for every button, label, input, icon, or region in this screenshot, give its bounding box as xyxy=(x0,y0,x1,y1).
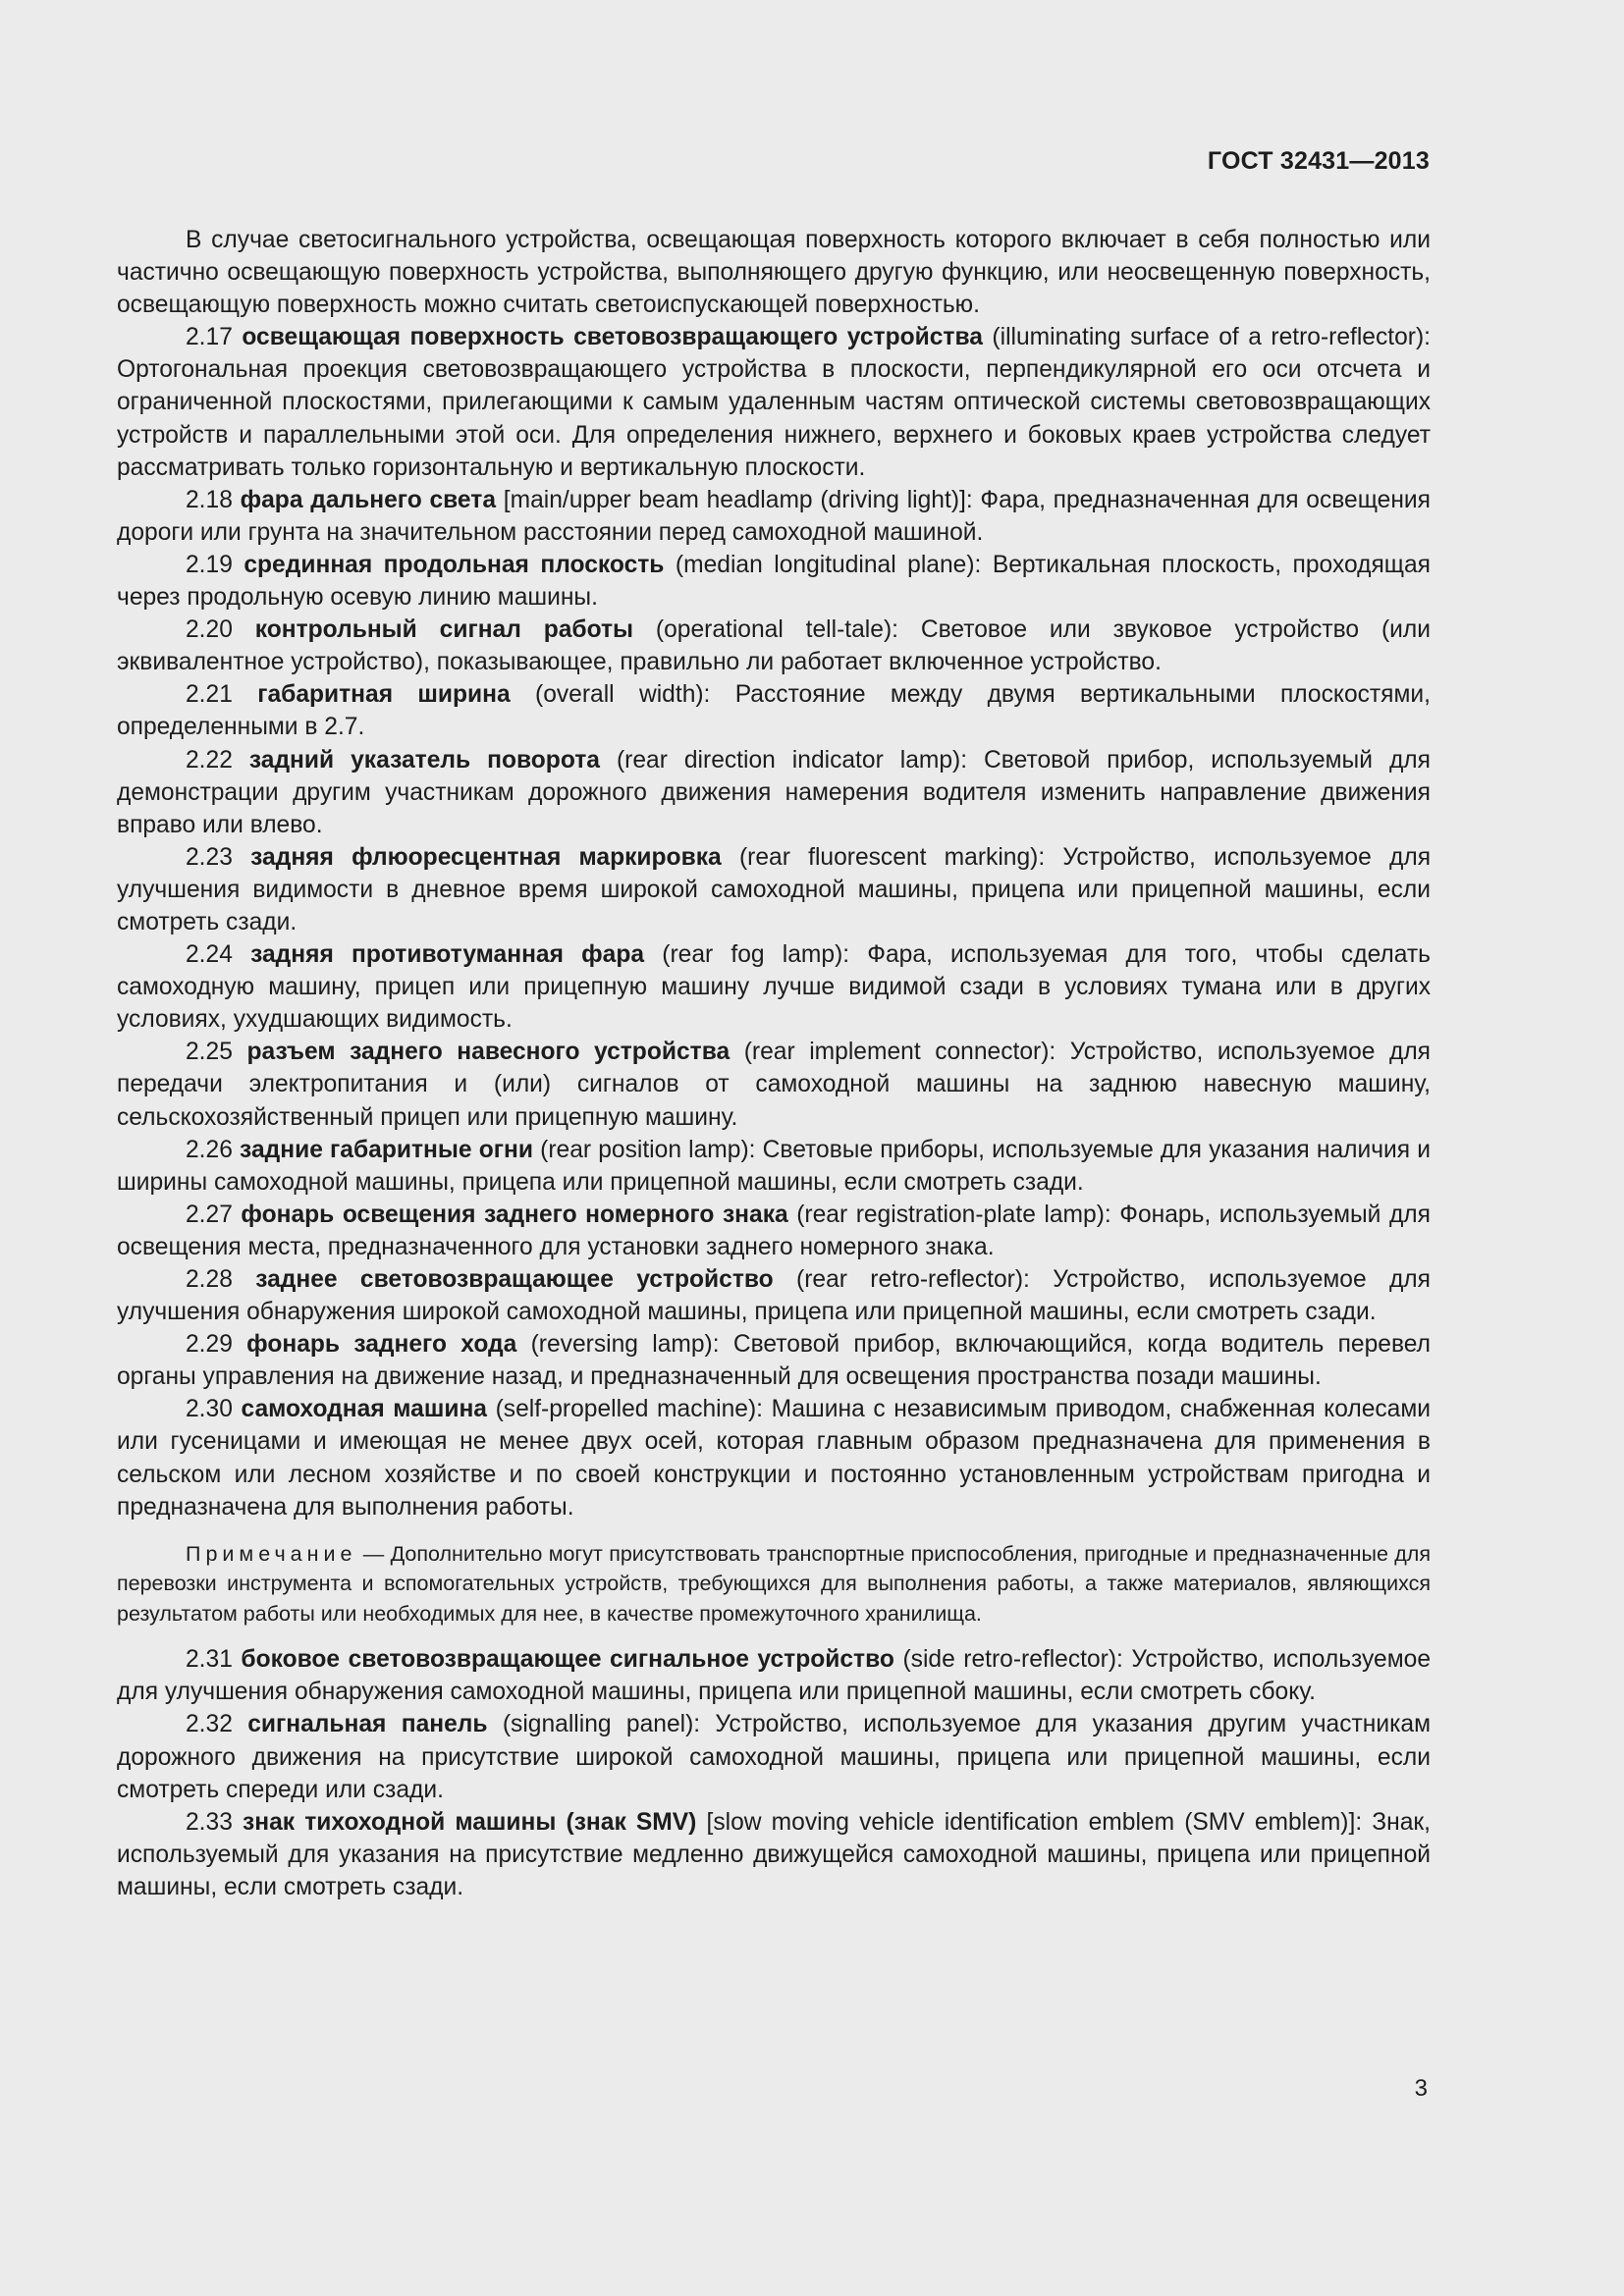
entry-text: (illuminating surface of a retro-reflector): Ортогональная проекция световозвращающего устройства в плоскости, перпендикулярной его оси отсчета и ограниченной плоскостями, прилегающими к самым удаленным частям оптической системы световозвращающих устройств и параллельными этой оси. Для определения нижнего, верхнего и боковых краев устройства следует рассматривать только горизонтальную и вертикальную плоскости. xyxy=(117,324,1432,481)
entry-number: 2.24 xyxy=(186,941,233,969)
entry-text: [main/upper beam headlamp (driving light)]: Фара, предназначенная для освещения дороги или грунта на значительном расстоянии перед самоходной машиной. xyxy=(117,486,1431,546)
definitions-list xyxy=(117,321,1431,1522)
entry-term: задняя противотуманная фара xyxy=(250,941,645,969)
entry-number: 2.17 xyxy=(186,324,233,351)
entry-text: (rear direction indicator lamp): Световой прибор, используемый для демонстрации другим участникам дорожного движения намерения водителя изменить направление движения вправо или влево. xyxy=(117,746,1431,838)
entry-number: 2.33 xyxy=(186,1808,233,1836)
definition-entry xyxy=(117,1806,1431,1903)
definition-entry xyxy=(117,549,1431,614)
standard-header: ГОСТ 32431—2013 xyxy=(1207,147,1430,175)
entry-text: (rear fluorescent marking): Устройство, используемое для улучшения видимости в дневное время широкой самоходной машины, прицепа или прицепной машины, если смотреть сзади. xyxy=(117,843,1432,935)
entry-number: 2.31 xyxy=(186,1646,233,1674)
entry-number: 2.28 xyxy=(186,1266,233,1293)
entry-number: 2.20 xyxy=(186,616,233,644)
note-paragraph xyxy=(117,1539,1431,1629)
entry-number: 2.21 xyxy=(186,681,233,709)
entry-text: (self-propelled machine): Машина с независимым приводом, снабженная колесами или гусеницами и имеющая не менее двух осей, которая главным образом предназначена для применения в сельском или лесном хозяйстве и по своей конструкции и постоянно установленным устройствам пригодна и предназначена для выполнения работы. xyxy=(117,1396,1431,1521)
entry-number: 2.26 xyxy=(186,1136,233,1163)
entry-text: (rear position lamp): Световые приборы, используемые для указания наличия и ширины самоходной машины, прицепа или прицепной машины, если смотреть сзади. xyxy=(117,1136,1431,1196)
entry-text: (rear implement connector): Устройство, используемое для передачи электропитания и (или) сигналов от самоходной машины на заднюю навесную машину, сельскохозяйственный прицеп или прицепную машину. xyxy=(117,1039,1432,1131)
definition-entry xyxy=(117,1643,1431,1708)
definition-entry xyxy=(117,938,1431,1036)
definition-entry xyxy=(117,614,1431,678)
entry-number: 2.27 xyxy=(186,1201,233,1228)
entry-term: фонарь заднего хода xyxy=(246,1331,517,1359)
entry-text: (rear fog lamp): Фара, используемая для того, чтобы сделать самоходную машину, прицеп или прицепную машину лучше видимой сзади в условиях тумана или в других условиях, ухудшающих видимость. xyxy=(117,941,1431,1034)
entry-text: (overall width): Расстояние между двумя вертикальными плоскостями, определенными в 2.7. xyxy=(117,681,1431,741)
intro-paragraph: В случае светосигнального устройства, освещающая поверхность которого включает в себя полностью или частично освещающую поверхность устройства, выполняющего другую функцию, или неосвещенную поверхность, освещающую поверхность можно считать светоиспускающей поверхностью. xyxy=(117,227,1431,319)
entry-term: фонарь освещения заднего номерного знака xyxy=(241,1201,788,1228)
definition-entry xyxy=(117,1199,1431,1263)
entry-number: 2.22 xyxy=(186,746,233,774)
definition-entry xyxy=(117,1328,1431,1393)
entry-number: 2.30 xyxy=(186,1396,233,1423)
entry-term: заднее световозвращающее устройство xyxy=(255,1266,774,1293)
entry-number: 2.23 xyxy=(186,843,233,871)
entry-term: боковое световозвращающее сигнальное устройство xyxy=(241,1646,894,1674)
definition-entry xyxy=(117,321,1431,483)
definition-entry xyxy=(117,484,1431,549)
entry-term: фара дальнего света xyxy=(240,486,497,513)
entry-text: [slow moving vehicle identification emblem (SMV emblem)]: Знак, используемый для указания на присутствие медленно движущейся самоходной машины, прицепа или прицепной машины, если смотреть сзади. xyxy=(117,1808,1431,1900)
definition-entry xyxy=(117,744,1431,841)
entry-term: знак тихоходной машины (знак SMV) xyxy=(243,1808,697,1836)
definition-entry xyxy=(117,1263,1431,1328)
definition-entry xyxy=(117,678,1431,743)
definition-entry xyxy=(117,1393,1431,1522)
entry-text: (operational tell-tale): Световое или звуковое устройство (или эквивалентное устройство), показывающее, правильно ли работает включенное устройство. xyxy=(117,616,1431,676)
entry-term: освещающая поверхность световозвращающего устройства xyxy=(242,324,983,351)
definition-entry xyxy=(117,841,1431,938)
definition-entry xyxy=(117,1036,1431,1133)
page-number: 3 xyxy=(1414,2075,1428,2102)
entry-term: разъем заднего навесного устройства xyxy=(246,1039,731,1066)
definition-entry xyxy=(117,1134,1431,1199)
definitions-list-continued xyxy=(117,1643,1431,1903)
entry-term: контрольный сигнал работы xyxy=(254,616,634,644)
entry-term: самоходная машина xyxy=(241,1396,487,1423)
note-label: Примечание xyxy=(186,1541,357,1566)
entry-term: сигнальная панель xyxy=(247,1711,488,1738)
entry-term: срединная продольная плоскость xyxy=(244,551,665,578)
entry-number: 2.25 xyxy=(186,1039,233,1066)
document-body xyxy=(117,224,1431,1903)
entry-text: (side retro-reflector): Устройство, используемое для улучшения обнаружения самоходной машины, прицепа или прицепной машины, если смотреть сбоку. xyxy=(117,1646,1431,1706)
definition-entry xyxy=(117,1708,1431,1805)
entry-number: 2.19 xyxy=(186,551,233,578)
entry-text: (rear retro-reflector): Устройство, используемое для улучшения обнаружения широкой самоходной машины, прицепа или прицепной машины, если смотреть сзади. xyxy=(117,1266,1431,1326)
entry-number: 2.18 xyxy=(186,486,233,513)
entry-number: 2.29 xyxy=(186,1331,233,1359)
entry-text: (median longitudinal plane): Вертикальная плоскость, проходящая через продольную осевую линию машины. xyxy=(117,551,1431,612)
entry-number: 2.32 xyxy=(186,1711,233,1738)
entry-text: (reversing lamp): Световой прибор, включающийся, когда водитель перевел органы управления на движение назад, и предназначенный для освещения пространства позади машины. xyxy=(117,1331,1431,1391)
entry-text: (signalling panel): Устройство, используемое для указания другим участникам дорожного движения на присутствие широкой самоходной машины, прицепа или прицепной машины, если смотреть спереди или сзади. xyxy=(117,1711,1431,1803)
entry-text: (rear registration-plate lamp): Фонарь, используемый для освещения места, предназначенного для установки заднего номерного знака. xyxy=(117,1201,1431,1260)
note-text: — Дополнительно могут присутствовать транспортные приспособления, пригодные и предназначенные для перевозки инструмента и вспомогательных устройств, требующихся для выполнения работы, а также материалов, являющихся результатом работы или необходимых для нее, в качестве промежуточного хранилища. xyxy=(117,1541,1431,1626)
entry-term: задняя флюоресцентная маркировка xyxy=(250,843,722,871)
entry-term: задний указатель поворота xyxy=(248,746,600,774)
entry-term: габаритная ширина xyxy=(257,681,511,709)
entry-term: задние габаритные огни xyxy=(240,1136,533,1163)
